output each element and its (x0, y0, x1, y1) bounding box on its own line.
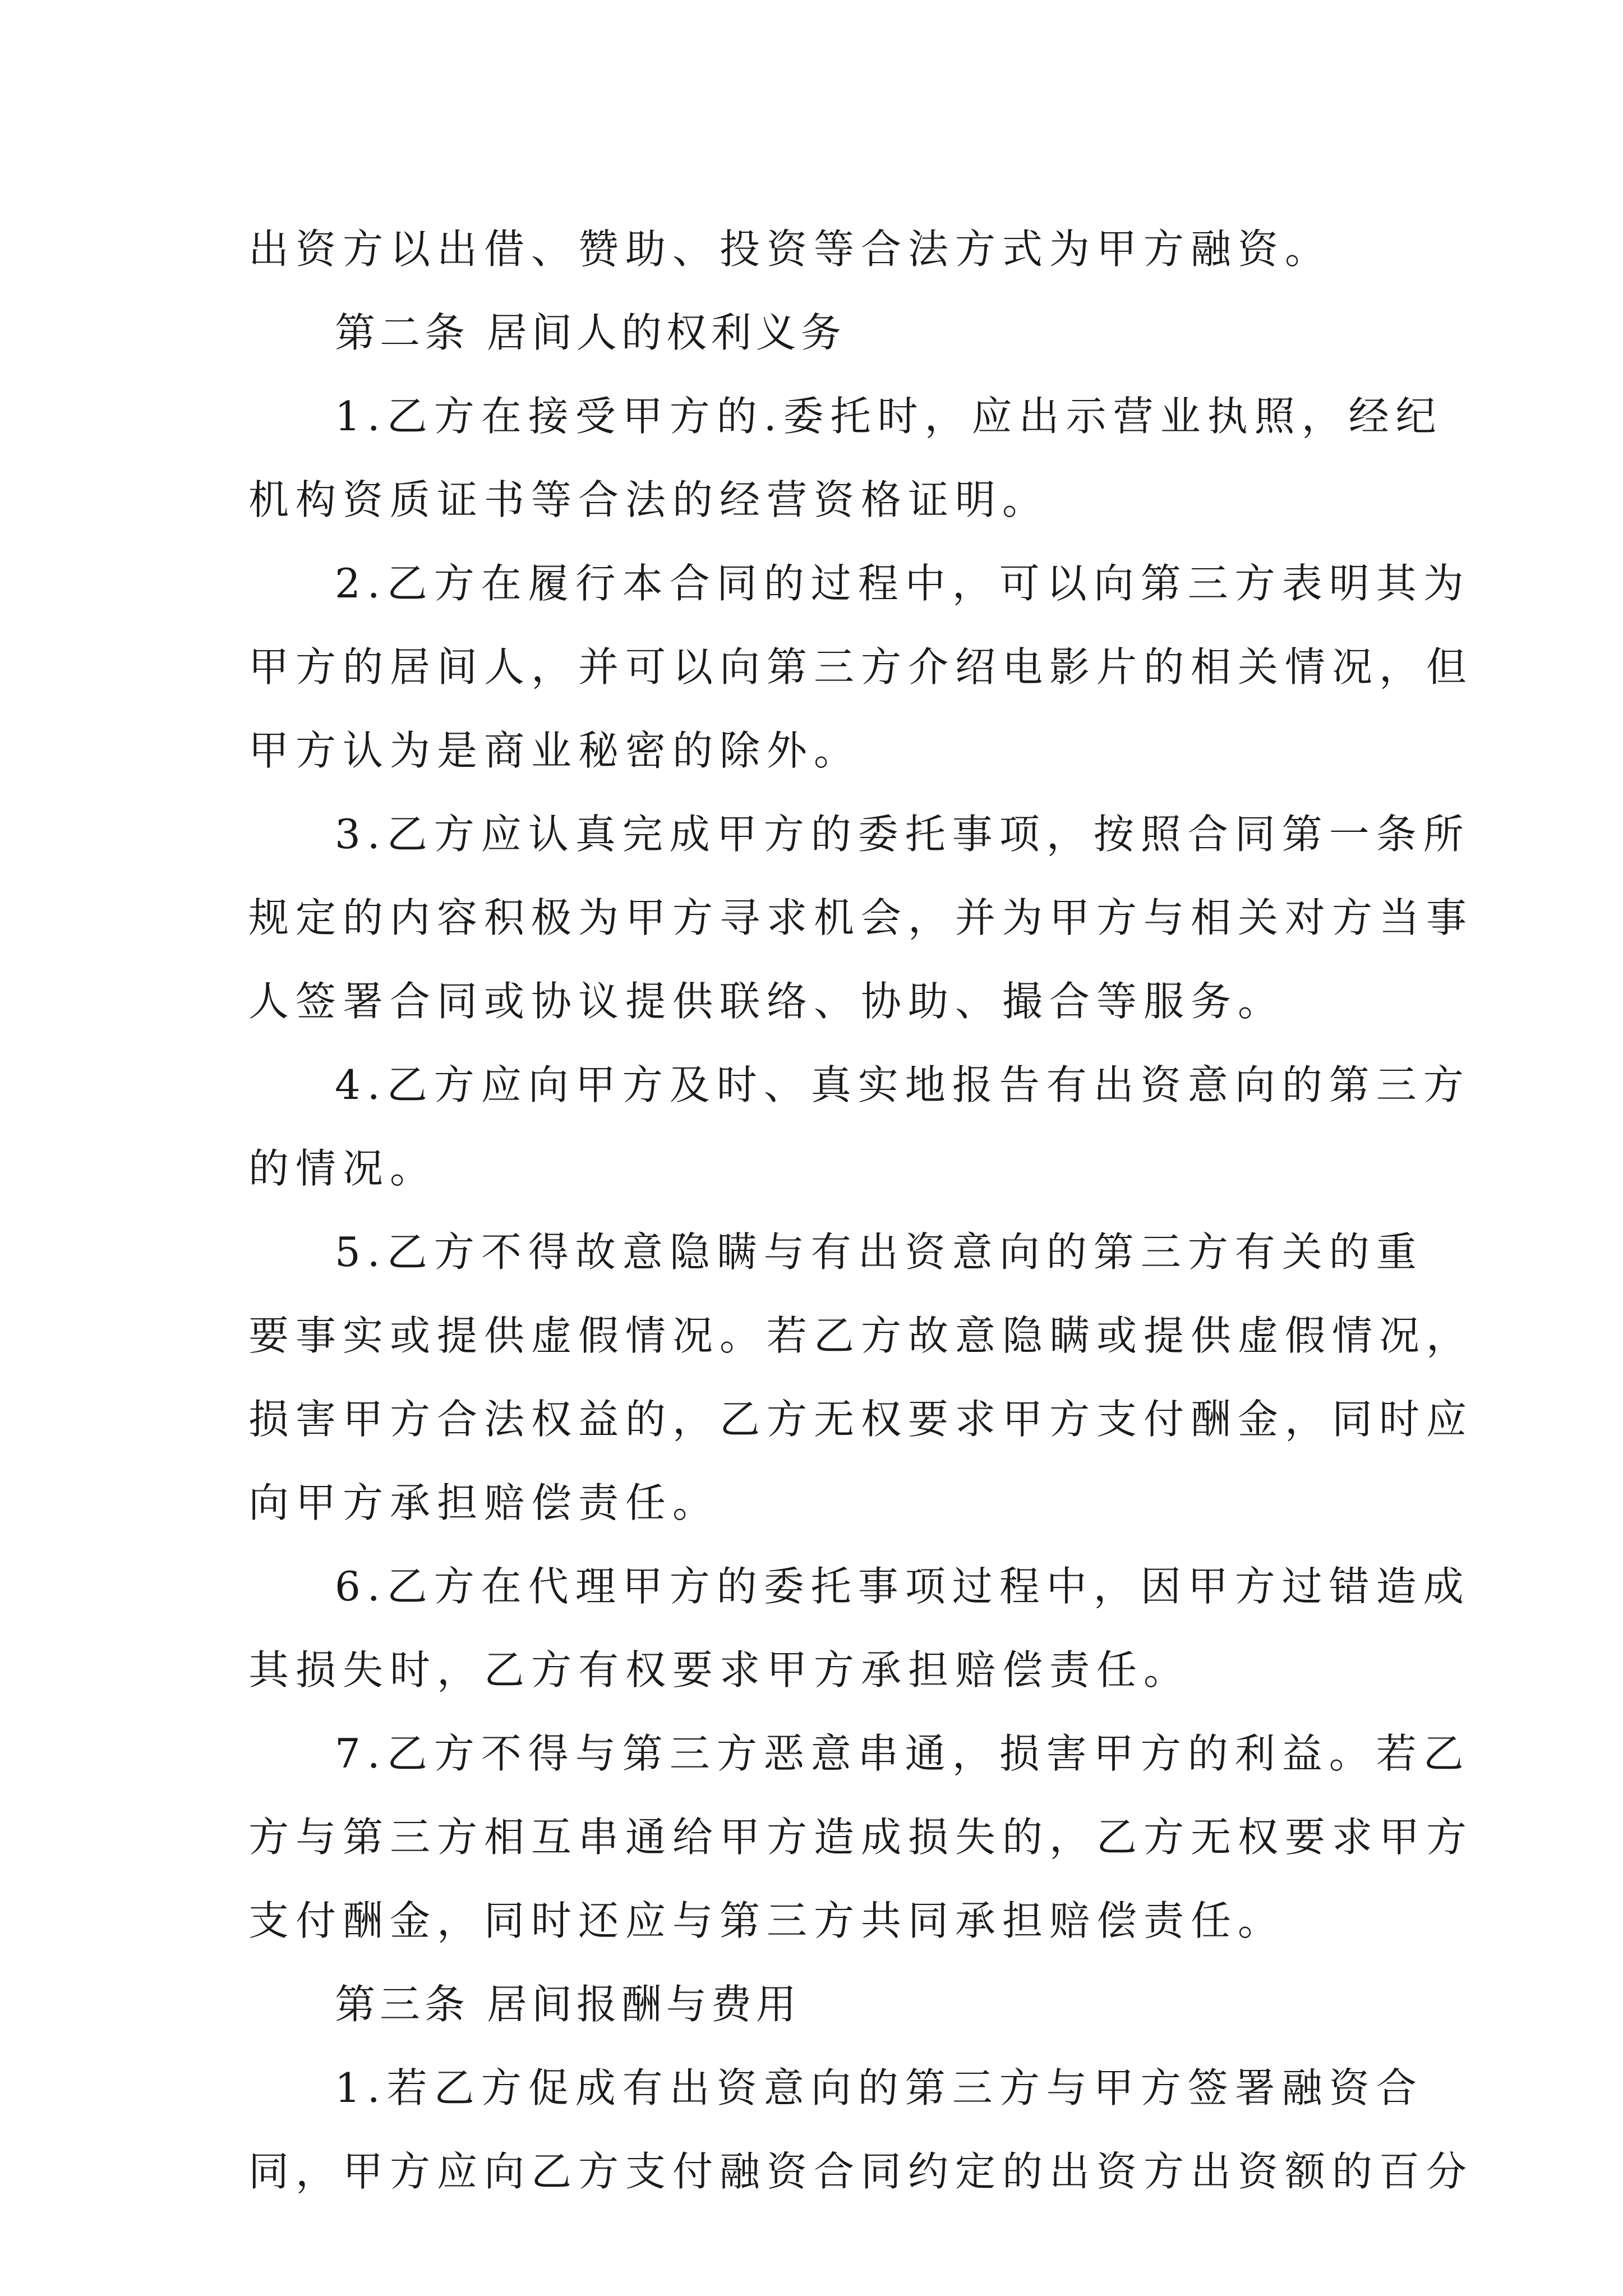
text-line: 规定的内容积极为甲方寻求机会，并为甲方与相关对方当事 (248, 894, 1474, 941)
text-line: 机构资质证书等合法的经营资格证明。 (248, 476, 1050, 523)
text-line: 支付酬金，同时还应与第三方共同承担赔偿责任。 (248, 1897, 1285, 1944)
clause-line: 3.乙方应认真完成甲方的委托事项，按照合同第一条所 (335, 811, 1470, 858)
article-heading: 第三条 居间报酬与费用 (335, 1981, 801, 2028)
text-line: 的情况。 (248, 1145, 437, 1192)
clause-line: 1.乙方在接受甲方的.委托时，应出示营业执照，经纪 (335, 393, 1443, 440)
clause-line: 6.乙方在代理甲方的委托事项过程中，因甲方过错造成 (335, 1563, 1470, 1610)
clause-line: 2.乙方在履行本合同的过程中，可以向第三方表明其为 (335, 560, 1470, 607)
text-line: 损害甲方合法权益的，乙方无权要求甲方支付酬金，同时应 (248, 1396, 1474, 1443)
text-line: 其损失时，乙方有权要求甲方承担赔偿责任。 (248, 1646, 1191, 1694)
clause-line: 5.乙方不得故意隐瞒与有出资意向的第三方有关的重 (335, 1228, 1423, 1276)
text-line: 甲方认为是商业秘密的除外。 (248, 727, 861, 774)
contract-text (248, 208, 1474, 2214)
text-line: 向甲方承担赔偿责任。 (248, 1479, 720, 1526)
clause-line: 7.乙方不得与第三方恶意串通，损害甲方的利益。若乙 (335, 1730, 1470, 1777)
clause-line: 1.若乙方促成有出资意向的第三方与甲方签署融资合 (335, 2064, 1423, 2111)
text-line: 人签署合同或协议提供联络、协助、撮合等服务。 (248, 978, 1285, 1025)
article-heading: 第二条 居间人的权利义务 (335, 309, 846, 356)
text-line: 同，甲方应向乙方支付融资合同约定的出资方出资额的百分 (248, 2148, 1474, 2195)
text-line: 出资方以出借、赞助、投资等合法方式为甲方融资。 (248, 226, 1332, 273)
text-line: 要事实或提供虚假情况。若乙方故意隐瞒或提供虚假情况， (248, 1312, 1474, 1359)
text-line: 方与第三方相互串通给甲方造成损失的，乙方无权要求甲方 (248, 1814, 1474, 1861)
clause-line: 4.乙方应向甲方及时、真实地报告有出资意向的第三方 (335, 1061, 1470, 1108)
text-line: 甲方的居间人，并可以向第三方介绍电影片的相关情况，但 (248, 643, 1474, 691)
